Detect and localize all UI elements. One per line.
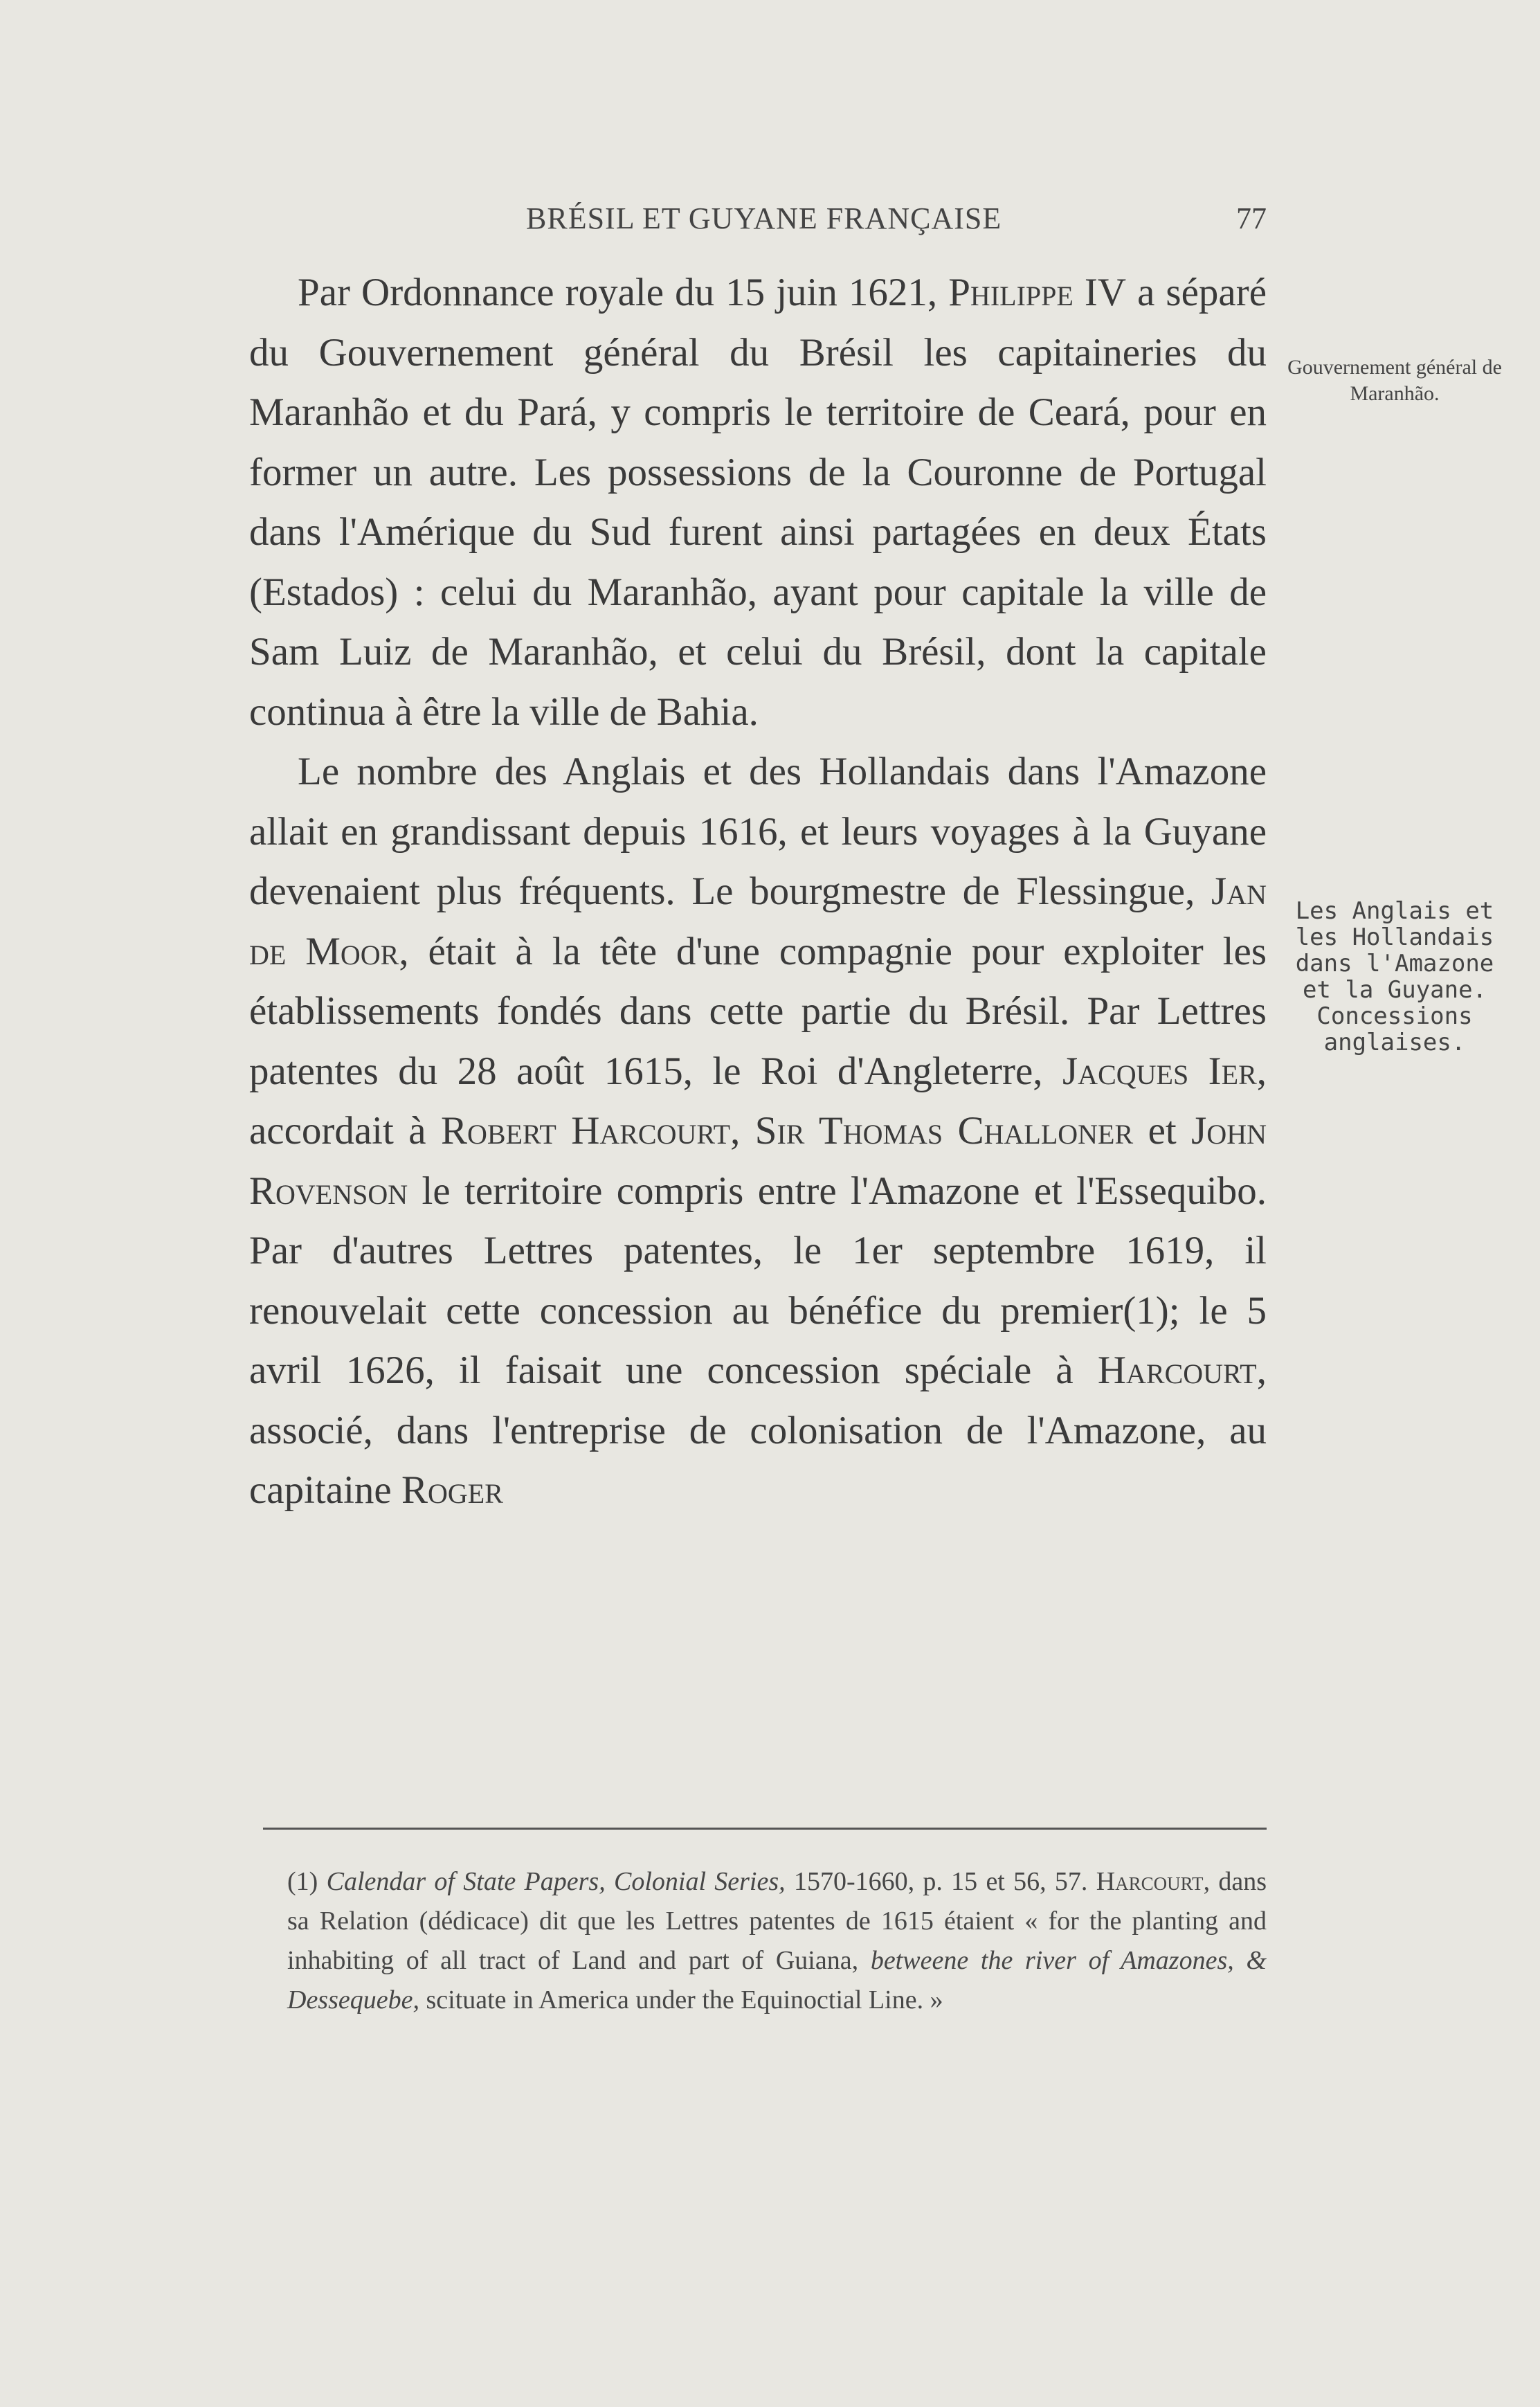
text-run: , associé, dans l'entreprise de colonisation de l'Amazone, au capitaine <box>249 1349 1267 1512</box>
footnote-divider <box>263 1828 1267 1830</box>
text-run: , accordait à <box>249 1049 1267 1153</box>
name-roger: Roger <box>401 1468 503 1512</box>
name-jan-de-moor: Jan de Moor <box>249 869 1267 973</box>
margin-note-anglais: Les Anglais et les Hollandais dans l'Amazone et la Guyane. Concessions anglaises. <box>1295 897 1494 1056</box>
name-philippe: Philippe IV <box>948 271 1127 314</box>
name-robert-harcourt: Robert Harcourt <box>441 1109 731 1153</box>
text-run: le territoire compris entre l'Amazone et l'Essequibo. Par d'autres Lettres patentes, le 1er septembre 1619, il renouvelait cette concession au bénéfice du premier(1); le 5 avril 1626, il faisait une concession spéciale à <box>249 1169 1267 1392</box>
text-run: , était à la tête d'une compagnie pour exploiter les établissements fondés dans cette partie du Brésil. Par Lettres patentes du 28 août 1615, le Roi d'Angleterre, <box>249 929 1267 1093</box>
text-run: , <box>730 1109 755 1153</box>
name-harcourt: Harcourt <box>1096 1867 1204 1896</box>
footnote-marker: (1) <box>287 1867 327 1896</box>
name-jacques: Jacques Ier <box>1062 1049 1257 1093</box>
name-thomas-challoner: Sir Thomas Challoner <box>754 1109 1134 1153</box>
paragraph-2 <box>249 742 1267 1521</box>
footnote-title: Calendar of State Papers, Colonial Series, <box>326 1867 786 1896</box>
page-header <box>249 201 1267 249</box>
text-run: , dans sa Relation (dédicace) dit que les Lettres patentes de 1615 étaient « for the planting and inhabiting of all tract of Land and part of Guiana, <box>287 1867 1267 1975</box>
footnote-text <box>249 1862 1267 2020</box>
footnote <box>249 1862 1267 2020</box>
running-title: BRÉSIL ET GUYANE FRANÇAISE <box>526 201 1002 235</box>
text-run: a séparé du Gouvernement général du Brésil les capitaineries du Maranhão et du Pará, y compris le territoire de Ceará, pour en former un autre. Les possessions de la Couronne de Portugal dans l'Amérique du Sud furent ainsi partagées en deux États (Estados) : celui du Maranhão, ayant pour capitale la ville de Sam Luiz de Maranhão, et celui du Brésil, dont la capitale continua à être la ville de Bahia. <box>249 271 1267 734</box>
name-harcourt: Harcourt <box>1097 1349 1257 1392</box>
text-run: Le nombre des Anglais et des Hollandais dans l'Amazone allait en grandissant depuis 1616, et leurs voyages à la Guyane devenaient plus fréquents. Le bourgmestre de Flessingue, <box>249 750 1267 913</box>
name-john-rovenson: John Rovenson <box>249 1109 1267 1213</box>
text-run: scituate in America under the Equinoctial Line. » <box>419 1985 943 2014</box>
margin-note-gouvernement: Gouvernement général de Maranhão. <box>1287 356 1502 405</box>
text-run: et <box>1133 1109 1192 1153</box>
text-run: Par Ordonnance royale du 15 juin 1621, <box>298 271 949 314</box>
footnote-quote: betweene the river of Amazones, & Dessequebe, <box>287 1946 1267 2014</box>
main-text <box>249 263 1267 1521</box>
page-number: 77 <box>1236 201 1267 235</box>
text-run: 1570-1660, p. 15 et 56, 57. <box>785 1867 1096 1896</box>
paragraph-1 <box>249 263 1267 742</box>
